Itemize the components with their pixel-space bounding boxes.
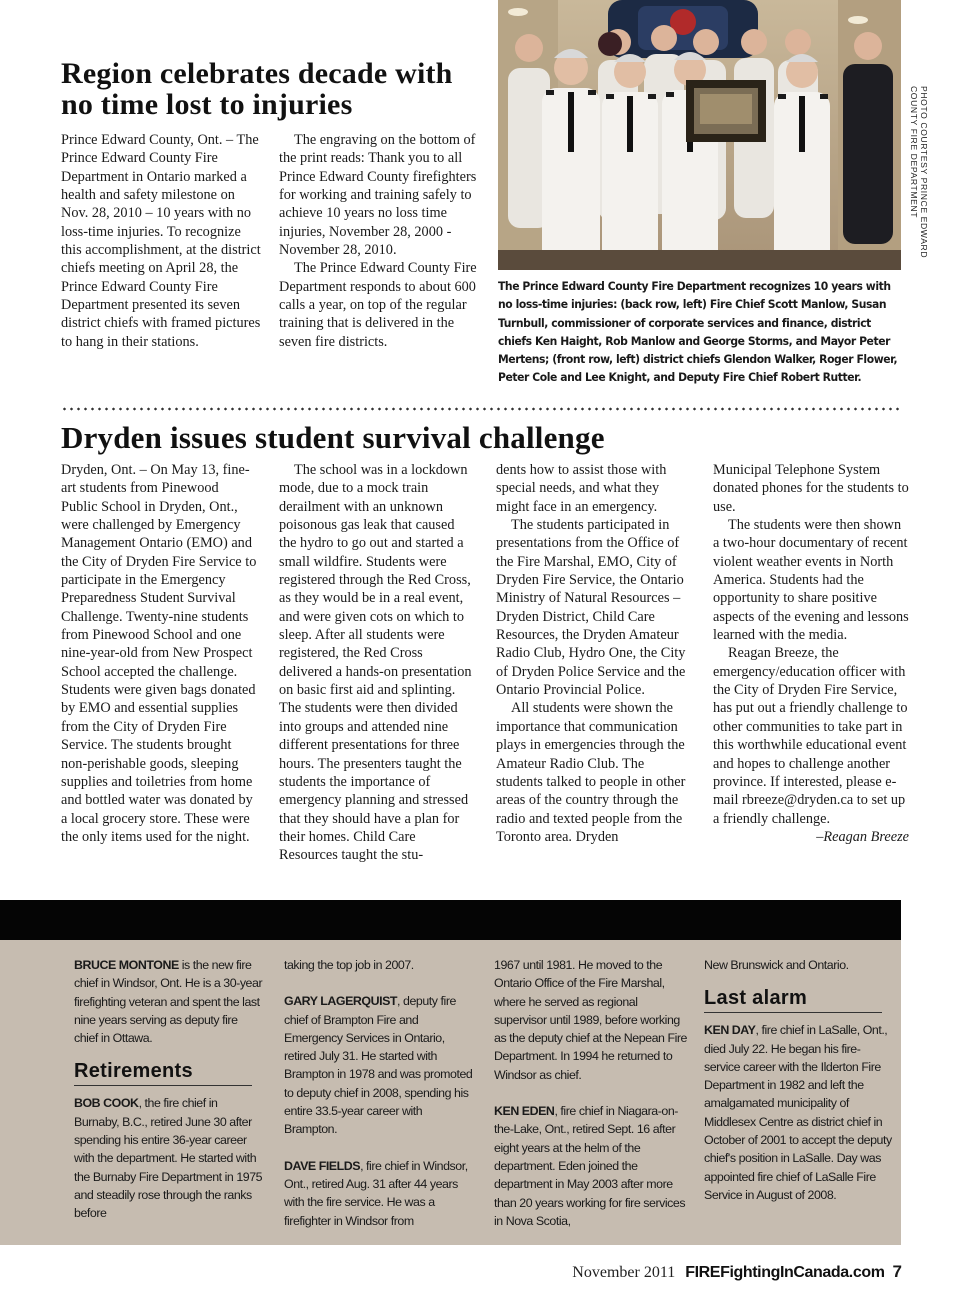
photo-credit: PHOTO COURTESY PRINCE EDWARD COUNTY FIRE DEPARTMENT (909, 86, 929, 259)
news-item: 1967 until 1981. He moved to the Ontario Office of the Fire Marshal, where he served as regional supervisor until 1989, before working as the deputy chief at the Nepean Fire Department. In 1994 he returned to Windsor as chief. (494, 958, 687, 1082)
article-paragraph: The school was in a lockdown mode, due to a mock train derailment with an unknown poisonous gas leak that caused the hydro to go out and started a small wildfire. Students were registered through the Red Cross, as they would be in a real event, and were given cots on which to sleep. After all students were registered, the Red Cross delivered a hands-on presentation on basic first aid and splinting. The students were then divided into groups and attended nine different presentations for three hours. The presenters taught the students the importance of emergency planning and stressed that they should have a plan for their homes. Child Care Resources taught the stu- (279, 462, 472, 864)
article-paragraph: Reagan Breeze, the emergency/education officer with the City of Dryden Fire Service, has put out a friendly challenge to other communities to take part in this worthwhile educational event and hopes to challenge another province. If interested, please e-mail rbreeze@dryden.ca to set up a friendly challenge. (713, 645, 908, 827)
article-column (279, 461, 475, 865)
article-paragraph: The Prince Edward County Fire Department responds to about 600 calls a year, on top of the regular training that is delivered in the seven fire districts. (279, 260, 477, 350)
article-headline-dryden: Dryden issues student survival challenge (61, 420, 605, 455)
person-name: KEN EDEN (494, 1104, 555, 1119)
person-name: DAVE FIELDS (284, 1158, 361, 1173)
article-paragraph: Prince Edward County, Ont. – The Prince Edward County Fire Department in Ontario marked a health and safety milestone on Nov. 28, 2010 – 10 years with no loss-time injuries. To recognize this accomplishment, at the district chiefs meeting on April 28, the Prince Edward County Fire Department presented its seven district chiefs with framed pictures to hang in their stations. (61, 132, 261, 350)
article-column (713, 461, 909, 846)
article-paragraph: Municipal Telephone System donated phones for the students to use. (713, 462, 909, 515)
article-column (496, 461, 692, 846)
website-link[interactable]: FIREFightingInCanada.com (685, 1264, 885, 1281)
article-column (61, 461, 257, 846)
article-paragraph: The engraving on the bottom of the print reads: Thank you to all Prince Edward County firefighters for working and training safely to achieve 10 years no loss time injuries, November 28, 2000 - November 28, 2010. (279, 132, 477, 259)
person-name: BRUCE MONTONE (74, 958, 179, 972)
person-name: KEN DAY (704, 1023, 756, 1038)
photo-caption: The Prince Edward County Fire Department recognizes 10 years with no loss-time injuries: (back row, left) Fire Chief Scott Manlow, Susan Turnbull, commissioner of corporate services and finance, district chiefs Ken Haight, Rob Manlow and George Storms, and Mayor Peter Mertens; (front row, left) district chiefs Glendon Walker, Roger Flower, Peter Cole and Lee Knight, and Deputy Fire Chief Robert Rutter. (498, 279, 898, 385)
news-item: New Brunswick and Ontario. (704, 958, 849, 972)
article-byline: –Reagan Breeze (816, 828, 909, 845)
article-paragraph: dents how to assist those with special needs, and what they might face in an emergency. (496, 462, 667, 515)
article-paragraph: All students were shown the importance that communication plays in emergencies through the Amateur Radio Club. The students talked to people in other areas of the country through the radio and texted people from the Toronto area. Dryden (496, 700, 686, 845)
person-name: GARY LAGERQUIST (284, 994, 398, 1009)
news-column (494, 956, 689, 1230)
news-item: KEN EDEN, fire chief in Niagara-on-the-Lake, Ont., retired Sept. 16 after eight years at the helm of the department. Eden joined the department in May 2003 after more than 20 years working for fire services in Nova Scotia, (494, 1104, 686, 1228)
article-paragraph: The students participated in presentations from the Office of the Fire Marshal, EMO, City of Dryden Fire Service, the Ontario Ministry of Natural Resources – Dryden District, Child Care Resources, the Dryden Amateur Radio Club, Hydro One, the City of Dryden Police Service and the Ontario Provincial Police. (496, 517, 686, 699)
article-paragraph: Dryden, Ont. – On May 13, fine-art students from Pinewood Public School in Dryden, Ont., were challenged by Emergency Management Ontario (EMO) and the City of Dryden Fire Service to participate in the Emergency Preparedness Student Survival Challenge. Twenty-nine students from Pinewood School and one nine-year-old from New Prospect School accepted the challenge. Students were given bags donated by EMO and essential supplies from the City of Dryden Fire Service. The students brought non-perishable goods, sleeping supplies and toiletries from home and bottled water was donated by a local grocery store. These were the only items used for the night. (61, 462, 257, 845)
news-item: KEN DAY, fire chief in LaSalle, Ont., died July 22. He began his fire-service career with the Ilderton Fire Department in 1982 and left the amalgamated municipality of Middlesex Centre as district chief in October of 2001 to accept the deputy chief's position in LaSalle. Day was appointed fire chief of LaSalle Fire Service in August of 2008. (704, 1023, 892, 1202)
section-heading-last-alarm: Last alarm (704, 986, 882, 1013)
news-item: BOB COOK, the fire chief in Burnaby, B.C., retired June 30 after spending his entire 36-year career with the department. He started with the Burnaby Fire Department in 1975 and steadily rose through the ranks before (74, 1096, 263, 1221)
page-number: 7 (892, 1262, 902, 1281)
person-name: BOB COOK (74, 1096, 139, 1111)
section-heading-retirements: Retirements (74, 1059, 252, 1086)
page-footer (572, 1262, 902, 1283)
news-item: BRUCE MONTONE is the new fire chief in Windsor, Ont. He is a 30-year firefighting veteran and spent the last nine years serving as deputy fire chief in Ottawa. (74, 958, 263, 1046)
news-item: DAVE FIELDS, fire chief in Windsor, Ont., retired Aug. 31 after 44 years with the fire service. He was a firefighter in Windsor from (284, 1158, 468, 1228)
news-column (74, 956, 264, 1223)
article-paragraph: The students were then shown a two-hour documentary of recent violent weather events in North America. Students had the opportunity to share positive aspects of the evening and lessons learned with the media. (713, 517, 909, 644)
section-band (0, 900, 901, 940)
news-item: taking the top job in 2007. (284, 958, 414, 972)
article-column (279, 131, 479, 351)
article-column (61, 131, 261, 351)
news-item: GARY LAGERQUIST, deputy fire chief of Brampton Fire and Emergency Services in Ontario, retired July 31. He started with Brampton in 1978 and was promoted to deputy chief in 2008, spending his entire 33.5-year career with Brampton. (284, 994, 473, 1137)
article-headline-region: Region celebrates decade with no time lost to injuries (61, 57, 453, 121)
news-column (284, 956, 474, 1230)
issue-date: November 2011 (572, 1264, 676, 1281)
dotted-divider (61, 407, 903, 411)
firefighters-group-photo (498, 0, 901, 270)
news-column (704, 956, 894, 1204)
